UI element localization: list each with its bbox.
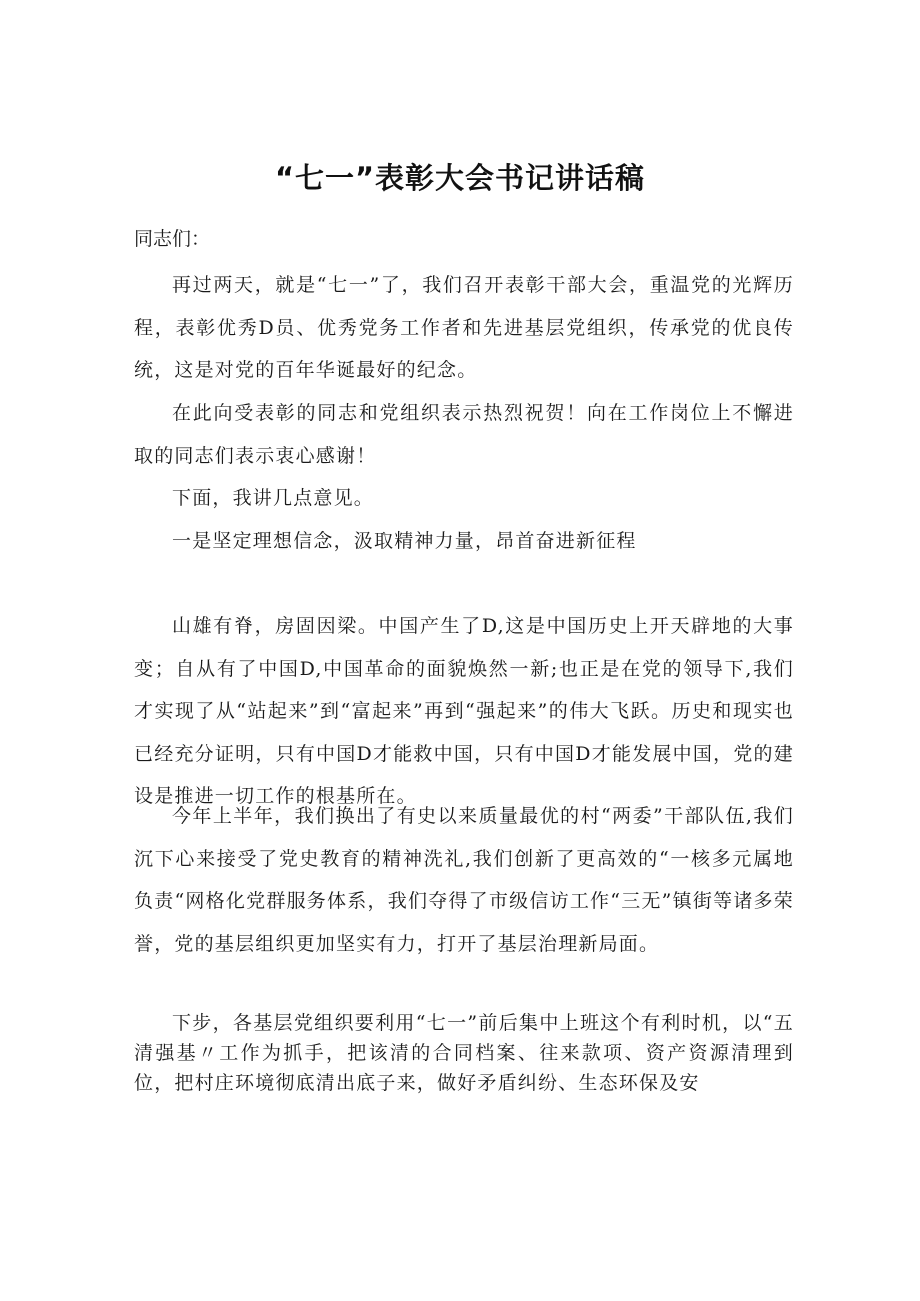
paragraph: 山雄有脊，房固因梁。中国产生了D,这是中国历史上开天辟地的大事变；自从有了中国D,中国革命的面貌焕然一新;也正是在党的领导下,我们才实现了从“站起来”到“富起来”再到“强起来”的伟大飞跃。历史和现实也已经充分证明，只有中国D才能救中国，只有中国D才能发展中国，党的建设是推进一切工作的根基所在。: [134, 615, 794, 807]
salutation: 同志们：: [134, 228, 211, 250]
paragraph: 在此向受表彰的同志和党组织表示热烈祝贺！向在工作岗位上不懈进取的同志们表示衷心感谢！: [134, 402, 794, 467]
paragraph: 今年上半年，我们换出了有史以来质量最优的村“两委”干部队伍,我们沉下心来接受了党史教育的精神洗礼,我们创新了更高效的“一核多元属地负责“网格化党群服务体系，我们夺得了市级信访工作“三无”镇街等诸多荣誉，党的基层组织更加坚实有力，打开了基层治理新局面。: [134, 805, 794, 955]
document-title: “七一”表彰大会书记讲话稿: [274, 161, 646, 195]
paragraph: 再过两天，就是“七一”了，我们召开表彰干部大会，重温党的光辉历程，表彰优秀D员、优秀党务工作者和先进基层党组织，传承党的优良传统，这是对党的百年华诞最好的纪念。: [134, 274, 794, 381]
paragraph: 下面，我讲几点意见。: [172, 487, 375, 509]
section-heading: 一是坚定理想信念，汲取精神力量，昂首奋进新征程: [172, 530, 637, 552]
paragraph: 下步，各基层党组织要利用“七一”前后集中上班这个有利时机，以“五清强基〃工作为抓手，把该清的合同档案、往来款项、资产资源清理到位，把村庄环境彻底清出底子来，做好矛盾纠纷、生态环保及安: [134, 1012, 794, 1094]
